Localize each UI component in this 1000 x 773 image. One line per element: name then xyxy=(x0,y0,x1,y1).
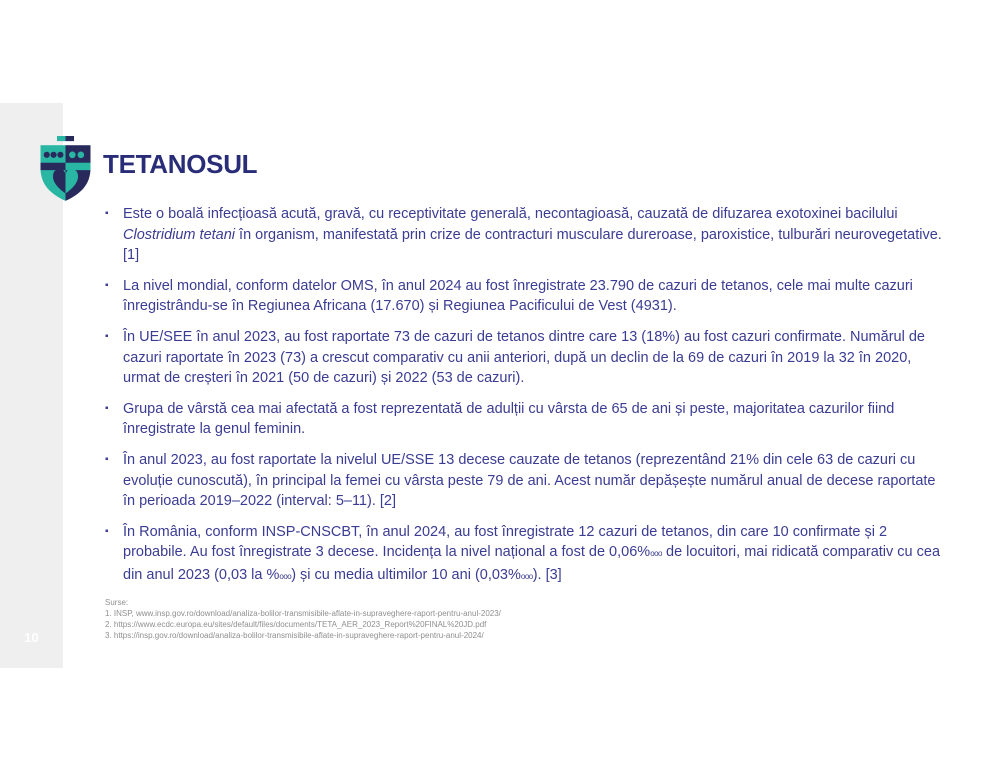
sources-list xyxy=(105,608,501,641)
slide-title: TETANOSUL xyxy=(103,149,258,179)
bullet-text-segment: ooo xyxy=(279,571,292,581)
bullet-text-segment: ) și cu media ultimilor 10 ani (0,03% xyxy=(291,566,521,583)
bullet-item xyxy=(105,522,951,588)
bullet-marker-icon: ▪ xyxy=(105,279,109,291)
page-number: 10 xyxy=(24,630,39,645)
sources-block xyxy=(105,597,501,641)
bullet-text-segment: Grupa de vârstă cea mai afectată a fost reprezentată de adulții cu vârsta de 65 de ani și peste, majoritatea cazurilor fiind înregistrate la genul feminin. xyxy=(123,400,895,438)
bullet-item xyxy=(105,276,951,317)
bullet-text-segment: ooo xyxy=(520,571,533,581)
bullet-text-segment: Este o boală infecțioasă acută, gravă, cu receptivitate generală, necontagioasă, cauzată de difuzarea exotoxinei bacilului xyxy=(123,206,898,222)
shield-logo-icon xyxy=(37,136,94,202)
bullet-text-segment: Clostridium tetani xyxy=(123,226,236,243)
bullet-item xyxy=(105,204,951,266)
bullet-text-segment: ooo xyxy=(650,549,662,559)
bullet-text-segment: În UE/SEE în anul 2023, au fost raportate 73 de cazuri de tetanos dintre care 13 (18%) au fost cazuri confirmate. Numărul de cazuri raportate în 2023 (73) a crescut comparativ cu anii anteriori, după un declin de la 69 de cazuri în 2019 la 32 în 2020, urmat de creșteri în 2021 (50 de cazuri) și 2022 (53 de cazuri). xyxy=(123,328,925,387)
source-line: 2. https://www.ecdc.europa.eu/sites/default/files/documents/TETA_AER_2023_Report%20FINAL%20JD.pdf xyxy=(105,620,487,629)
bullet-text-segment: ). [3] xyxy=(532,566,562,583)
bullet-marker-icon: ▪ xyxy=(105,402,109,414)
bullet-marker-icon: ▪ xyxy=(105,208,109,219)
source-line: 1. INSP, www.insp.gov.ro/download/analiza-bolilor-transmisibile-aflate-in-supraveghere-raport-pentru-anul-2023/ xyxy=(105,609,501,618)
bullet-text-segment: În România, conform INSP-CNSCBT, în anul 2024, au fost înregistrate 12 cazuri de tetanos, din care 10 confirmate și 2 probabile. Au fost înregistrate 3 decese. Incidența la nivel național a fost de 0,06% xyxy=(123,523,888,561)
source-line: 3. https://insp.gov.ro/download/analiza-bolilor-transmisibile-aflate-in-supraveghere-raport-pentru-anul-2024/ xyxy=(105,631,484,640)
bullet-marker-icon: ▪ xyxy=(105,453,109,465)
bullet-text-segment: În anul 2023, au fost raportate la nivelul UE/SSE 13 decese cauzate de tetanos (reprezentând 21% din cele 63 de cazuri cu evoluție cunoscută), în principal la femei cu vârsta peste 79 de ani. Acest număr depășește numărul anual de decese raportate în perioada 2019–2022 (interval: 5–11). [2] xyxy=(123,451,936,510)
bullet-list xyxy=(105,204,951,588)
bullet-text-segment: de locuitori, mai ridicată comparativ cu cea din anul 2023 (0,03 la % xyxy=(123,544,941,583)
bullet-item xyxy=(105,399,951,440)
sources-label: Surse: xyxy=(105,598,129,607)
bullet-item xyxy=(105,450,951,512)
slide-body xyxy=(105,204,951,588)
bullet-marker-icon: ▪ xyxy=(105,525,109,537)
bullet-text-segment: în organism, manifestată prin crize de contracturi musculare dureroase, paroxistice, tulburări neurovegetative. [1] xyxy=(123,226,942,264)
bullet-text-segment: La nivel mondial, conform datelor OMS, în anul 2024 au fost înregistrate 23.790 de cazuri de tetanos, cele mai multe cazuri înregistrându-se în Regiunea Africana (17.670) și Regiunea Pacificului de Vest (4931). xyxy=(123,277,913,315)
bullet-item xyxy=(105,327,951,389)
bullet-marker-icon: ▪ xyxy=(105,330,109,342)
